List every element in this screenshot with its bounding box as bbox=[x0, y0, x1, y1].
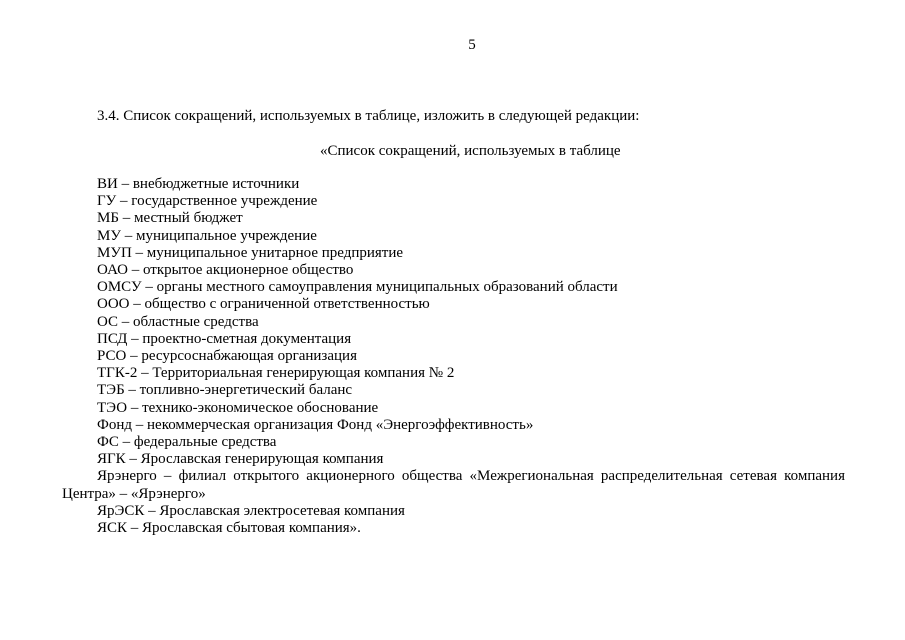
abbreviation-item-mu: МУ – муниципальное учреждение bbox=[97, 227, 317, 244]
abbreviation-item-mup: МУП – муниципальное унитарное предприятие bbox=[97, 244, 404, 261]
page-number: 5 bbox=[468, 37, 476, 53]
abbreviation-list bbox=[62, 176, 845, 537]
abbreviation-item-yask: ЯСК – Ярославская сбытовая компания». bbox=[97, 520, 361, 537]
abbreviation-item-rso: РСО – ресурсоснабжающая организация bbox=[97, 348, 357, 365]
abbreviation-item-mb: МБ – местный бюджет bbox=[97, 210, 243, 227]
abbreviation-item-omsu: ОМСУ – органы местного самоуправления муниципальных образований области bbox=[97, 279, 618, 296]
abbreviation-item-psd: ПСД – проектно-сметная документация bbox=[97, 330, 352, 347]
abbreviation-item-gu: ГУ – государственное учреждение bbox=[97, 193, 318, 210]
abbreviation-item-os: ОС – областные средства bbox=[97, 313, 259, 330]
abbreviation-item-ooo: ООО – общество с ограниченной ответственностью bbox=[97, 296, 430, 313]
abbreviation-item-ygk: ЯГК – Ярославская генерирующая компания bbox=[97, 451, 384, 468]
section-heading: 3.4. Список сокращений, используемых в таблице, изложить в следующей редакции: bbox=[97, 108, 640, 124]
abbreviation-item-teb: ТЭБ – топливно-энергетический баланс bbox=[97, 382, 353, 399]
abbreviation-item-fs: ФС – федеральные средства bbox=[97, 434, 277, 451]
abbreviation-item-vi: ВИ – внебюджетные источники bbox=[97, 176, 300, 192]
abbreviation-item-yaresk: ЯрЭСК – Ярославская электросетевая компания bbox=[97, 502, 405, 519]
abbreviation-item-tgk2: ТГК-2 – Территориальная генерирующая компания № 2 bbox=[97, 365, 455, 382]
abbreviation-item-fond: Фонд – некоммерческая организация Фонд «Энергоэффективность» bbox=[97, 416, 534, 433]
abbreviation-item-teo: ТЭО – технико-экономическое обоснование bbox=[97, 399, 379, 416]
abbreviation-list-title: «Список сокращений, используемых в таблице bbox=[320, 143, 621, 159]
abbreviation-item-yarenergo: Ярэнерго – филиал открытого акционерного общества «Межрегиональная распределительная сетевая компания Центра» – «Ярэнерго» bbox=[62, 468, 845, 502]
abbreviation-item-oao: ОАО – открытое акционерное общество bbox=[97, 262, 354, 279]
